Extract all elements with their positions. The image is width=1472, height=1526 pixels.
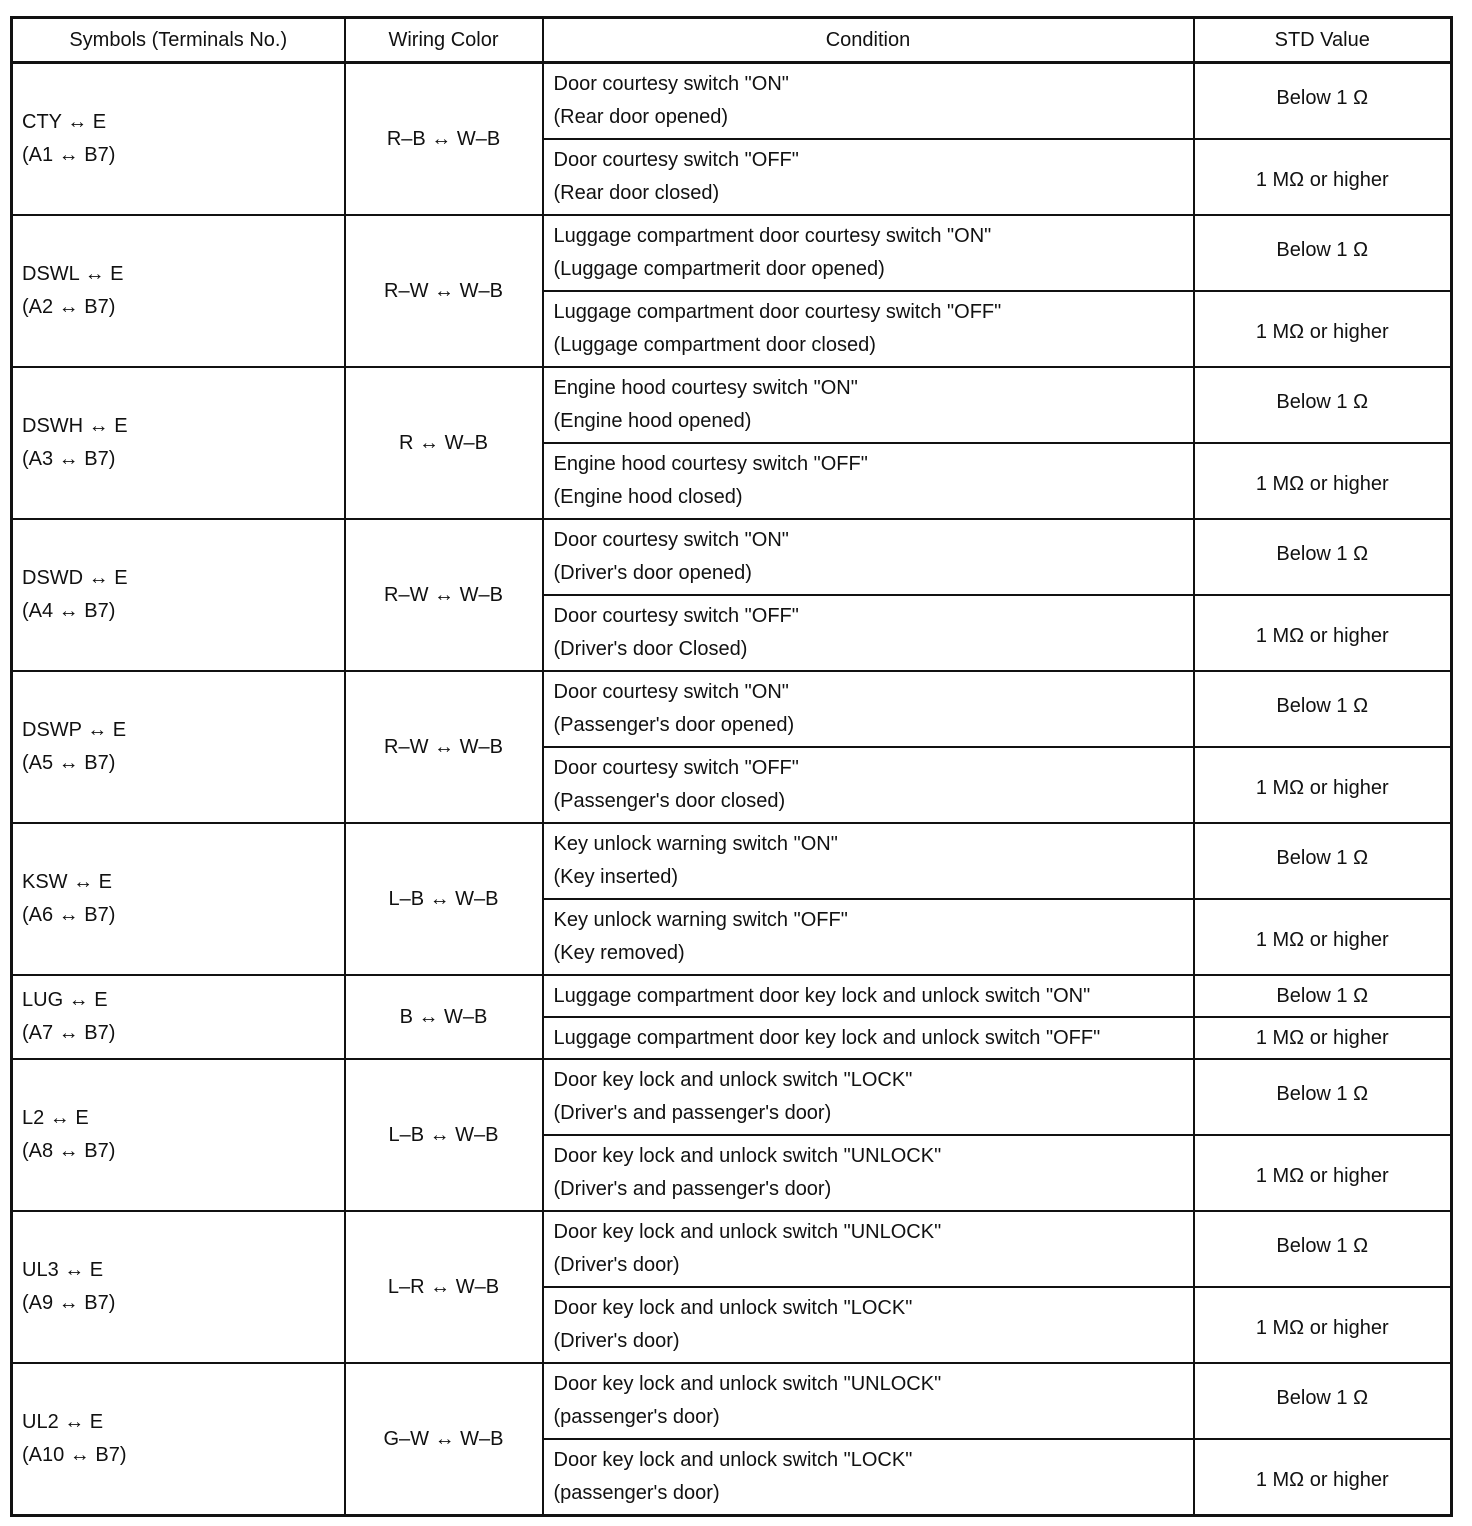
std-value: Below 1 Ω xyxy=(1276,694,1369,717)
std-value-cell xyxy=(1194,519,1452,595)
symbol-cell xyxy=(12,1363,345,1516)
symbol-label: KSW ↔ E xyxy=(22,871,113,893)
symbol-label: DSWL ↔ E xyxy=(22,263,124,285)
symbol-cell xyxy=(12,823,345,975)
condition-text: Engine hood courtesy switch "OFF" xyxy=(553,453,868,475)
std-value-cell xyxy=(1194,1017,1452,1059)
header-condition: Condition xyxy=(543,18,1194,63)
condition-text: Key unlock warning switch "OFF" xyxy=(553,909,848,931)
symbol-label: CTY ↔ E xyxy=(22,111,107,133)
condition-cell xyxy=(543,595,1194,671)
std-value-cell xyxy=(1194,215,1452,291)
std-value: Below 1 Ω xyxy=(1276,542,1369,565)
symbol-label: DSWH ↔ E xyxy=(22,415,128,437)
condition-text: Door courtesy switch "ON" xyxy=(553,73,789,95)
std-value: Below 1 Ω xyxy=(1276,238,1369,261)
condition-detail: (passenger's door) xyxy=(553,1482,720,1504)
symbol-label: L2 ↔ E xyxy=(22,1107,89,1129)
table-row xyxy=(12,1211,1452,1287)
terminal-numbers: (A2 ↔ B7) xyxy=(22,296,116,318)
std-value: 1 MΩ or higher xyxy=(1255,624,1389,647)
std-value: Below 1 Ω xyxy=(1276,390,1369,413)
table-row xyxy=(12,63,1452,140)
terminal-numbers: (A7 ↔ B7) xyxy=(22,1022,116,1044)
condition-text: Luggage compartment door courtesy switch "ON" xyxy=(553,225,992,247)
std-value-cell xyxy=(1194,1439,1452,1516)
std-value-cell xyxy=(1194,823,1452,899)
std-value: 1 MΩ or higher xyxy=(1255,1468,1389,1491)
std-value-cell xyxy=(1194,367,1452,443)
header-symbols: Symbols (Terminals No.) xyxy=(12,18,345,63)
condition-text: Door key lock and unlock switch "UNLOCK" xyxy=(553,1221,942,1243)
condition-text: Door key lock and unlock switch "UNLOCK" xyxy=(553,1145,942,1167)
table-row xyxy=(12,215,1452,291)
std-value-cell xyxy=(1194,899,1452,975)
symbol-cell xyxy=(12,975,345,1059)
condition-text: Door key lock and unlock switch "UNLOCK" xyxy=(553,1373,942,1395)
condition-detail: (Key inserted) xyxy=(553,866,678,888)
wiring-color-cell: R–W ↔ W–B xyxy=(345,671,543,823)
condition-cell xyxy=(543,1059,1194,1135)
std-value-cell xyxy=(1194,1135,1452,1211)
condition-detail: (Engine hood opened) xyxy=(553,410,752,432)
condition-cell xyxy=(543,443,1194,519)
condition-text: Key unlock warning switch "ON" xyxy=(553,833,838,855)
terminal-numbers: (A5 ↔ B7) xyxy=(22,752,116,774)
std-value-cell xyxy=(1194,975,1452,1017)
std-value-cell xyxy=(1194,671,1452,747)
condition-text: Door key lock and unlock switch "LOCK" xyxy=(553,1069,913,1091)
condition-detail: (Rear door closed) xyxy=(553,182,720,204)
condition-text: Door courtesy switch "OFF" xyxy=(553,605,799,627)
std-value: Below 1 Ω xyxy=(1276,86,1369,109)
table-row xyxy=(12,519,1452,595)
condition-cell xyxy=(543,1287,1194,1363)
std-value: 1 MΩ or higher xyxy=(1255,168,1389,191)
condition-text: Luggage compartment door key lock and unlock switch "OFF" xyxy=(553,1026,1101,1049)
std-value: Below 1 Ω xyxy=(1276,1386,1369,1409)
condition-detail: (Driver's door Closed) xyxy=(553,638,748,660)
std-value: 1 MΩ or higher xyxy=(1255,1164,1389,1187)
terminal-spec-table xyxy=(10,16,1453,1517)
condition-cell xyxy=(543,1439,1194,1516)
condition-cell xyxy=(543,291,1194,367)
condition-text: Luggage compartment door key lock and unlock switch "ON" xyxy=(553,984,1091,1007)
condition-cell xyxy=(543,899,1194,975)
symbol-label: LUG ↔ E xyxy=(22,989,108,1011)
condition-cell xyxy=(543,215,1194,291)
condition-text: Door courtesy switch "ON" xyxy=(553,681,789,703)
wiring-color-cell: R–B ↔ W–B xyxy=(345,63,543,216)
terminal-numbers: (A1 ↔ B7) xyxy=(22,144,116,166)
symbol-cell xyxy=(12,671,345,823)
condition-cell xyxy=(543,975,1194,1017)
condition-detail: (Driver's and passenger's door) xyxy=(553,1102,832,1124)
condition-detail: (Passenger's door opened) xyxy=(553,714,795,736)
terminal-numbers: (A9 ↔ B7) xyxy=(22,1292,116,1314)
wiring-color-cell: L–B ↔ W–B xyxy=(345,823,543,975)
terminal-numbers: (A10 ↔ B7) xyxy=(22,1444,127,1466)
table-row xyxy=(12,671,1452,747)
std-value-cell xyxy=(1194,1287,1452,1363)
std-value-cell xyxy=(1194,595,1452,671)
std-value-cell xyxy=(1194,747,1452,823)
wiring-color-cell: R ↔ W–B xyxy=(345,367,543,519)
condition-cell xyxy=(543,519,1194,595)
condition-text: Door courtesy switch "OFF" xyxy=(553,149,799,171)
std-value-cell xyxy=(1194,291,1452,367)
std-value: 1 MΩ or higher xyxy=(1255,928,1389,951)
wiring-color-cell: G–W ↔ W–B xyxy=(345,1363,543,1516)
wiring-color-cell: R–W ↔ W–B xyxy=(345,519,543,671)
header-row xyxy=(12,18,1452,63)
condition-detail: (Passenger's door closed) xyxy=(553,790,786,812)
symbol-cell xyxy=(12,215,345,367)
condition-cell xyxy=(543,747,1194,823)
condition-text: Door key lock and unlock switch "LOCK" xyxy=(553,1297,913,1319)
symbol-label: UL2 ↔ E xyxy=(22,1411,104,1433)
table-row xyxy=(12,367,1452,443)
std-value-cell xyxy=(1194,1363,1452,1439)
condition-text: Engine hood courtesy switch "ON" xyxy=(553,377,858,399)
symbol-cell xyxy=(12,63,345,216)
condition-detail: (Key removed) xyxy=(553,942,685,964)
terminal-numbers: (A8 ↔ B7) xyxy=(22,1140,116,1162)
wiring-color-cell: B ↔ W–B xyxy=(345,975,543,1059)
symbol-label: DSWP ↔ E xyxy=(22,719,127,741)
std-value: Below 1 Ω xyxy=(1276,846,1369,869)
condition-text: Door key lock and unlock switch "LOCK" xyxy=(553,1449,913,1471)
std-value-cell xyxy=(1194,63,1452,140)
std-value: Below 1 Ω xyxy=(1276,984,1369,1007)
condition-detail: (passenger's door) xyxy=(553,1406,720,1428)
std-value: 1 MΩ or higher xyxy=(1255,776,1389,799)
symbol-cell xyxy=(12,1059,345,1211)
symbol-cell xyxy=(12,519,345,671)
std-value-cell xyxy=(1194,139,1452,215)
condition-cell xyxy=(543,139,1194,215)
condition-text: Door courtesy switch "OFF" xyxy=(553,757,799,779)
std-value: 1 MΩ or higher xyxy=(1255,472,1389,495)
std-value-cell xyxy=(1194,1211,1452,1287)
std-value: 1 MΩ or higher xyxy=(1255,320,1389,343)
condition-detail: (Engine hood closed) xyxy=(553,486,743,508)
std-value-cell xyxy=(1194,1059,1452,1135)
condition-text: Luggage compartment door courtesy switch "OFF" xyxy=(553,301,1002,323)
std-value: 1 MΩ or higher xyxy=(1255,1316,1389,1339)
wiring-color-cell: R–W ↔ W–B xyxy=(345,215,543,367)
condition-cell xyxy=(543,823,1194,899)
condition-detail: (Luggage compartmerit door opened) xyxy=(553,258,885,280)
condition-detail: (Rear door opened) xyxy=(553,106,729,128)
condition-cell xyxy=(543,367,1194,443)
std-value: Below 1 Ω xyxy=(1276,1234,1369,1257)
table-body xyxy=(12,63,1452,1516)
condition-detail: (Luggage compartment door closed) xyxy=(553,334,876,356)
std-value: Below 1 Ω xyxy=(1276,1082,1369,1105)
condition-cell xyxy=(543,63,1194,140)
header-wiring-color: Wiring Color xyxy=(345,18,543,63)
condition-detail: (Driver's door) xyxy=(553,1254,680,1276)
table-row xyxy=(12,975,1452,1017)
header-std-value: STD Value xyxy=(1194,18,1452,63)
table-row xyxy=(12,1363,1452,1439)
condition-detail: (Driver's and passenger's door) xyxy=(553,1178,832,1200)
terminal-numbers: (A3 ↔ B7) xyxy=(22,448,116,470)
terminal-numbers: (A4 ↔ B7) xyxy=(22,600,116,622)
condition-detail: (Driver's door) xyxy=(553,1330,680,1352)
wiring-color-cell: L–R ↔ W–B xyxy=(345,1211,543,1363)
symbol-label: DSWD ↔ E xyxy=(22,567,128,589)
condition-cell xyxy=(543,1135,1194,1211)
wiring-color-cell: L–B ↔ W–B xyxy=(345,1059,543,1211)
symbol-label: UL3 ↔ E xyxy=(22,1259,104,1281)
condition-detail: (Driver's door opened) xyxy=(553,562,752,584)
table-row xyxy=(12,823,1452,899)
condition-cell xyxy=(543,1363,1194,1439)
std-value-cell xyxy=(1194,443,1452,519)
symbol-cell xyxy=(12,367,345,519)
terminal-numbers: (A6 ↔ B7) xyxy=(22,904,116,926)
condition-text: Door courtesy switch "ON" xyxy=(553,529,789,551)
condition-cell xyxy=(543,1211,1194,1287)
symbol-cell xyxy=(12,1211,345,1363)
condition-cell xyxy=(543,671,1194,747)
condition-cell xyxy=(543,1017,1194,1059)
table-row xyxy=(12,1059,1452,1135)
std-value: 1 MΩ or higher xyxy=(1255,1026,1389,1049)
